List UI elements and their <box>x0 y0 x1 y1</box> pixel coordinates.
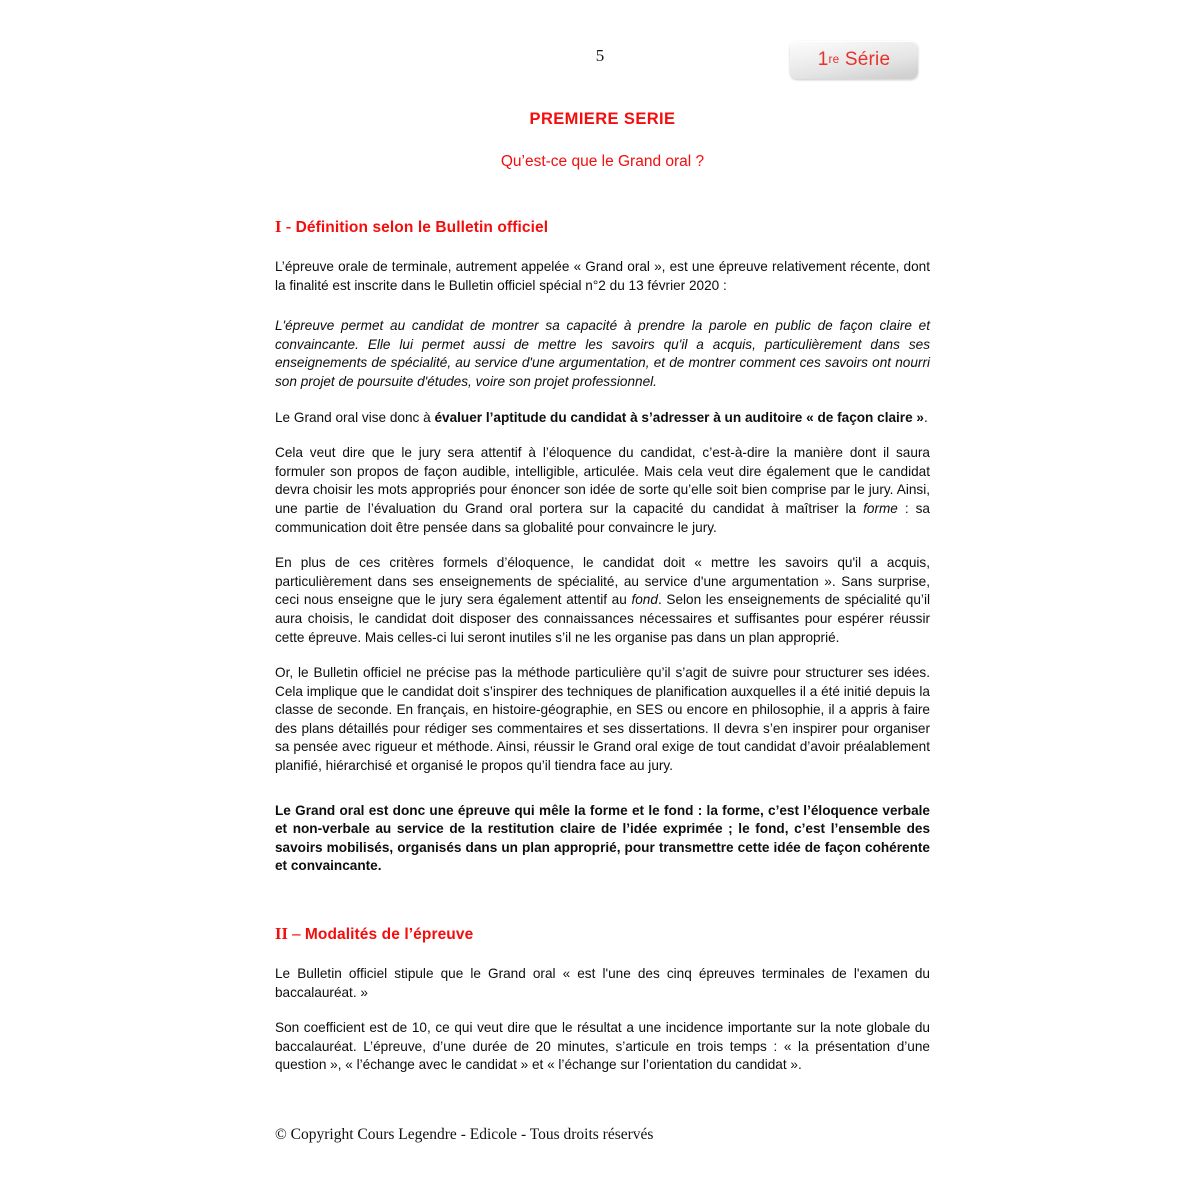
paragraph-aptitude-lead: Le Grand oral vise donc à <box>275 409 435 425</box>
section-2-title: Modalités de l’épreuve <box>304 926 474 944</box>
paragraph-fond-part2: . Selon les enseignements de spécialité qu’il aura choisis, le candidat doit disposer des connaissances nécessaires et suffisantes pour espérer réussir cette épreuve. Mais celles-ci lui seront inutiles s’il ne les organise pas dans un plan approprié. <box>275 592 930 645</box>
paragraph-modalites-quote: Le Bulletin officiel stipule que le Grand oral « est l'une des cinq épreuves terminales de l'examen du baccalauréat. » <box>275 966 930 1000</box>
serie-badge-label: Série <box>844 49 891 70</box>
section-2-numeral: II <box>275 924 289 944</box>
paragraph-methode: Or, le Bulletin officiel ne précise pas la méthode particulière qu’il s’agit de suivre pour structurer ses idées. Cela implique que le candidat doit s’inspirer des techniques de planification auxquelles il a été initié depuis la classe de seconde. En français, en histoire-géographie, en SES ou encore en philosophie, il a appris à faire des plans détaillés pour rédiger ses commentaires et ses dissertations. Il devra s’en inspirer pour organiser sa pensée avec rigueur et méthode. Ainsi, réussir le Grand oral exige de tout candidat d’avoir préalablement planifié, hiérarchisé et organisé le propos qu’il tiendra face au jury. <box>275 665 930 774</box>
section-1-separator: - <box>281 217 296 236</box>
paragraph-aptitude-emphasis: évaluer l’aptitude du candidat à s’adresser à un auditoire « de façon claire » <box>434 409 924 425</box>
serie-badge-number: 1 <box>817 49 829 70</box>
paragraph-eloquence-part2: : sa communication doit être pensée dans sa globalité pour convaincre le jury. <box>275 500 930 535</box>
paragraph-eloquence-part1: Cela veut dire que le jury sera attentif à l’éloquence du candidat, c’est-à-dire la manière dont il saura formuler son propos de façon audible, intelligible, articulée. Mais cela veut dire également que le candidat devra choisir les mots appropriés pour énoncer son idée de sorte qu’elle soit bien comprise par le jury. Ainsi, une partie de l’évaluation du Grand oral portera sur la capacité du candidat à maîtriser la <box>275 445 930 516</box>
paragraph-eloquence <box>275 427 930 537</box>
document-title: PREMIERE SERIE <box>529 110 676 128</box>
section-1-numeral: I <box>275 217 282 236</box>
paragraph-aptitude <box>275 392 930 428</box>
paragraph-coefficient: Son coefficient est de 10, ce qui veut dire que le résultat a une incidence importante sur la note globale du baccalauréat. L’épreuve, d’une durée de 20 minutes, s’articule en trois temps : « la présentation d’une question », « l’échange avec le candidat » et « l’échange sur l’orientation du candidat ». <box>275 1020 930 1073</box>
section-heading-2 <box>275 924 930 944</box>
document-subtitle: Qu’est-ce que le Grand oral ? <box>500 153 705 170</box>
paragraph-intro: L’épreuve orale de terminale, autrement appelée « Grand oral », est une épreuve relativement récente, dont la finalité est inscrite dans le Bulletin officiel spécial n°2 du 13 février 2020 : <box>275 259 930 293</box>
paragraph-aptitude-tail: . <box>924 409 928 425</box>
serie-badge: 1 re Série <box>790 41 918 79</box>
paragraph-fond-term: fond <box>631 592 658 608</box>
paragraph-bo-quote: L'épreuve permet au candidat de montrer sa capacité à prendre la parole en public de façon claire et convaincante. Elle lui permet aussi de mettre les savoirs qu'il a acquis, particulièrement dans ses enseignements de spécialité, au service d'une argumentation, et de montrer comment ces savoirs ont nourri son projet de poursuite d'études, voire son projet professionnel. <box>275 318 930 389</box>
document-content <box>275 0 930 1075</box>
paragraph-eloquence-term: forme <box>863 500 898 516</box>
page-number: 5 <box>595 46 605 65</box>
section-1-title: Définition selon le Bulletin officiel <box>295 219 549 236</box>
paragraph-fond-part1: En plus de ces critères formels d’éloquence, le candidat doit « mettre les savoirs qu'il a acquis, particulièrement dans ses enseignements de spécialité, au service d'une argumentation ». Sans surprise, ceci nous enseigne que le jury sera également attentif au <box>275 555 930 608</box>
section-heading-1 <box>275 217 930 237</box>
paragraph-fond <box>275 537 930 647</box>
section-2-separator: – <box>288 924 305 944</box>
paragraph-summary: Le Grand oral est donc une épreuve qui mêle la forme et le fond : la forme, c’est l’éloquence verbale et non-verbale au service de la restitution claire de l’idée exprimée ; le fond, c’est l’ensemble des savoirs mobilisés, organisés dans un plan approprié, pour transmettre cette idée de façon cohérente et convaincante. <box>275 802 930 874</box>
footer-copyright: © Copyright Cours Legendre - Edicole - Tous droits réservés <box>275 1126 654 1143</box>
